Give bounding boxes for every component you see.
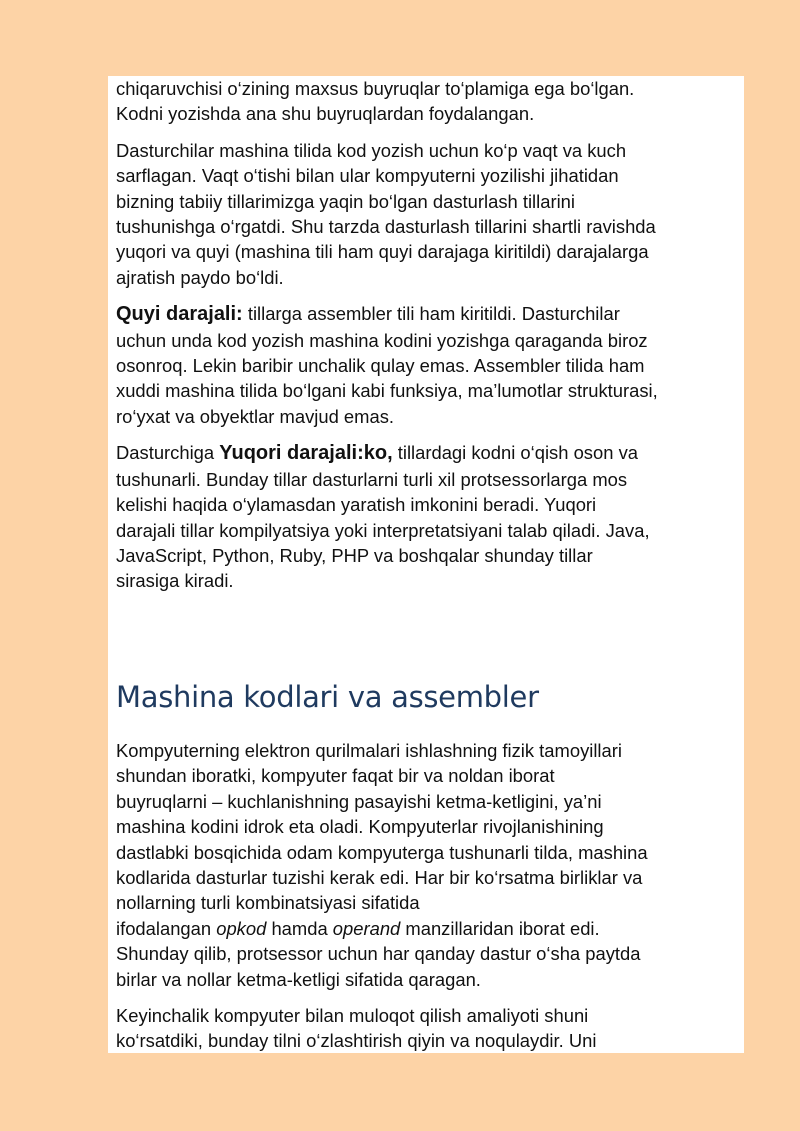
text-line: ko‘rsatdiki, bunday tilni o‘zlashtirish qiyin va noqulaydir. Uni (116, 1030, 597, 1052)
text-line: ro‘yxat va obyektlar mavjud emas. (116, 405, 395, 427)
text-run: ifodalangan (116, 917, 217, 939)
text-line: shundan iboratki, kompyuter faqat bir va noldan iborat (116, 765, 555, 787)
text-line: sarflagan. Vaqt o‘tishi bilan ular kompyuterni yozilishi jihatidan (116, 165, 619, 187)
section-2 (116, 738, 741, 1053)
text-line: sirasiga kiradi. (116, 570, 234, 592)
document-page (108, 76, 744, 1053)
italic-term-opkod: opkod (216, 917, 267, 939)
text-run: manzillaridan iborat edi. (400, 917, 600, 939)
text-run: tillardagi kodni o‘qish oson va (392, 442, 638, 464)
text-line: chiqaruvchisi o‘zining maxsus buyruqlar to‘plamiga ega bo‘lgan. (116, 78, 635, 99)
paragraph-1 (116, 76, 741, 127)
text-line: tushunarli. Bunday tillar dasturlarni turli xil protsessorlarga mos (116, 468, 628, 490)
text-line: Keyinchalik kompyuter bilan muloqot qilish amaliyoti shuni (116, 1005, 589, 1027)
text-line: Dasturchilar mashina tilida kod yozish uchun ko‘p vaqt va kuch (116, 139, 627, 161)
text-line: nollarning turli kombinatsiyasi sifatida (116, 892, 420, 914)
text-line: Kodni yozishda ana shu buyruqlardan foydalangan. (116, 103, 535, 125)
text-line: JavaScript, Python, Ruby, PHP va boshqalar shunday tillar (116, 544, 593, 566)
paragraph-4 (116, 440, 741, 593)
text-line (116, 301, 741, 327)
text-line: Shunday qilib, protsessor uchun har qanday dastur o‘sha paytda (116, 943, 641, 965)
text-line: xuddi mashina tilida bo‘lgani kabi funksiya, ma’lumotlar strukturasi, (116, 380, 658, 402)
paragraph-2 (116, 138, 741, 290)
text-line: darajali tillar kompilyatsiya yoki interpretatsiyani talab qiladi. Java, (116, 519, 650, 541)
text-line: dastlabki bosqichida odam kompyuterga tushunarli tilda, mashina (116, 841, 648, 863)
paragraph-5 (116, 738, 741, 992)
section-heading: Mashina kodlari va assembler (116, 680, 539, 714)
text-line: Kompyuterning elektron qurilmalari ishlashning fizik tamoyillari (116, 740, 622, 761)
paragraph-3 (116, 301, 741, 429)
text-line: kodlarida dasturlar tuzishi kerak edi. Har bir ko‘rsatma birliklar va (116, 867, 643, 889)
paragraph-6 (116, 1003, 741, 1053)
section-1 (116, 76, 741, 605)
text-line: yuqori va quyi (mashina tili ham quyi darajaga kiritildi) darajalarga (116, 241, 649, 263)
text-run: tillarga assembler tili ham kiritildi. Dasturchilar (242, 303, 620, 325)
text-line: uchun unda kod yozish mashina kodini yozishga qaraganda biroz (116, 329, 648, 351)
italic-term-operand: operand (332, 917, 401, 939)
text-line (116, 440, 741, 466)
text-line (116, 916, 741, 941)
text-line: tushunishga o‘rgatdi. Shu tarzda dasturlash tillarini shartli ravishda (116, 216, 656, 238)
text-line: birlar va nollar ketma-ketligi sifatida qaragan. (116, 968, 481, 990)
text-line: mashina kodini idrok eta oladi. Kompyuterlar rivojlanishining (116, 816, 604, 838)
text-line: ajratish paydo bo‘ldi. (116, 266, 284, 288)
text-run: hamda (266, 917, 333, 939)
text-line: osonroq. Lekin baribir unchalik qulay emas. Assembler tilida ham (116, 355, 645, 377)
text-line: kelishi haqida o‘ylamasdan yaratish imkonini beradi. Yuqori (116, 494, 597, 516)
text-run: Dasturchiga (116, 442, 220, 464)
text-line: bizning tabiiy tillarimizga yaqin bo‘lgan dasturlash tillarini (116, 190, 575, 212)
text-line: buyruqlarni – kuchlanishning pasayishi ketma-ketligini, ya’ni (116, 790, 602, 812)
bold-term-yuqori: Yuqori darajali:ko, (219, 442, 393, 465)
bold-term-quyi: Quyi darajali: (116, 303, 243, 326)
